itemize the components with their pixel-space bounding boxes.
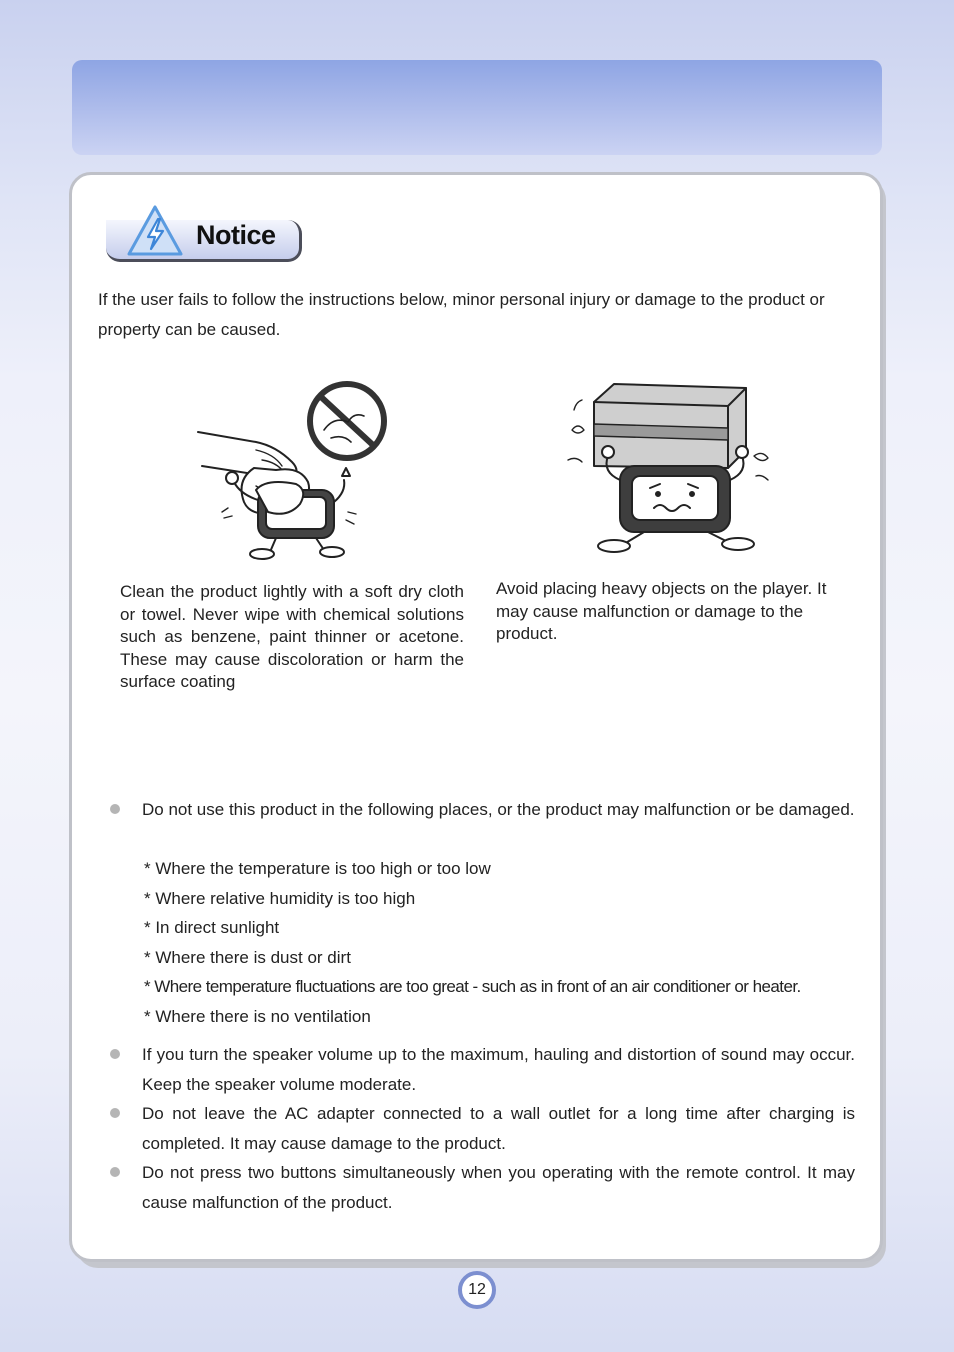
notice-title: Notice — [196, 220, 276, 250]
caption-cleaning: Clean the product lightly with a soft dry cloth or towel. Never wipe with chemical solutions such as benzene, paint thinner or acetone. These may cause discoloration or harm the surface coating — [120, 582, 464, 691]
header-bar — [72, 60, 882, 155]
caption-heavy-objects: Avoid placing heavy objects on the player. It may cause malfunction or damage to the product. — [496, 579, 827, 643]
sub-item-dust: * Where there is dust or dirt — [144, 948, 351, 967]
bullet-dot — [110, 1049, 120, 1059]
heavy-object-on-player-illustration — [564, 380, 774, 560]
bullet-dot — [110, 804, 120, 814]
no-wiping-with-chemicals-illustration — [196, 380, 392, 562]
warning-lightning-icon — [126, 204, 184, 258]
sub-item-ventilation: * Where there is no ventilation — [144, 1007, 371, 1026]
sub-item-humidity: * Where relative humidity is too high — [144, 889, 416, 908]
sub-item-temperature: * Where the temperature is too high or too low — [144, 859, 491, 878]
intro-text: If the user fails to follow the instructions below, minor personal injury or damage to the product or property can be caused. — [98, 290, 825, 339]
sub-item-sunlight: * In direct sunlight — [144, 918, 280, 937]
bullet-ac-adapter: Do not leave the AC adapter connected to a wall outlet for a long time after charging is completed. It may cause damage to the product. — [142, 1104, 855, 1153]
bullet-remote-control: Do not press two buttons simultaneously when you operating with the remote control. It may cause malfunction of the product. — [142, 1163, 855, 1212]
bullet-speaker-volume: If you turn the speaker volume up to the maximum, hauling and distortion of sound may occur. Keep the speaker volume moderate. — [142, 1045, 855, 1094]
page-number: 12 — [458, 1271, 496, 1309]
bullet-dot — [110, 1108, 120, 1118]
bullet-placement-warning: Do not use this product in the following places, or the product may malfunction or be damaged. — [142, 800, 855, 819]
bullet-dot — [110, 1167, 120, 1177]
sub-item-temperature-fluctuations: * Where temperature fluctuations are too great - such as in front of an air conditioner or heater. — [144, 977, 801, 996]
